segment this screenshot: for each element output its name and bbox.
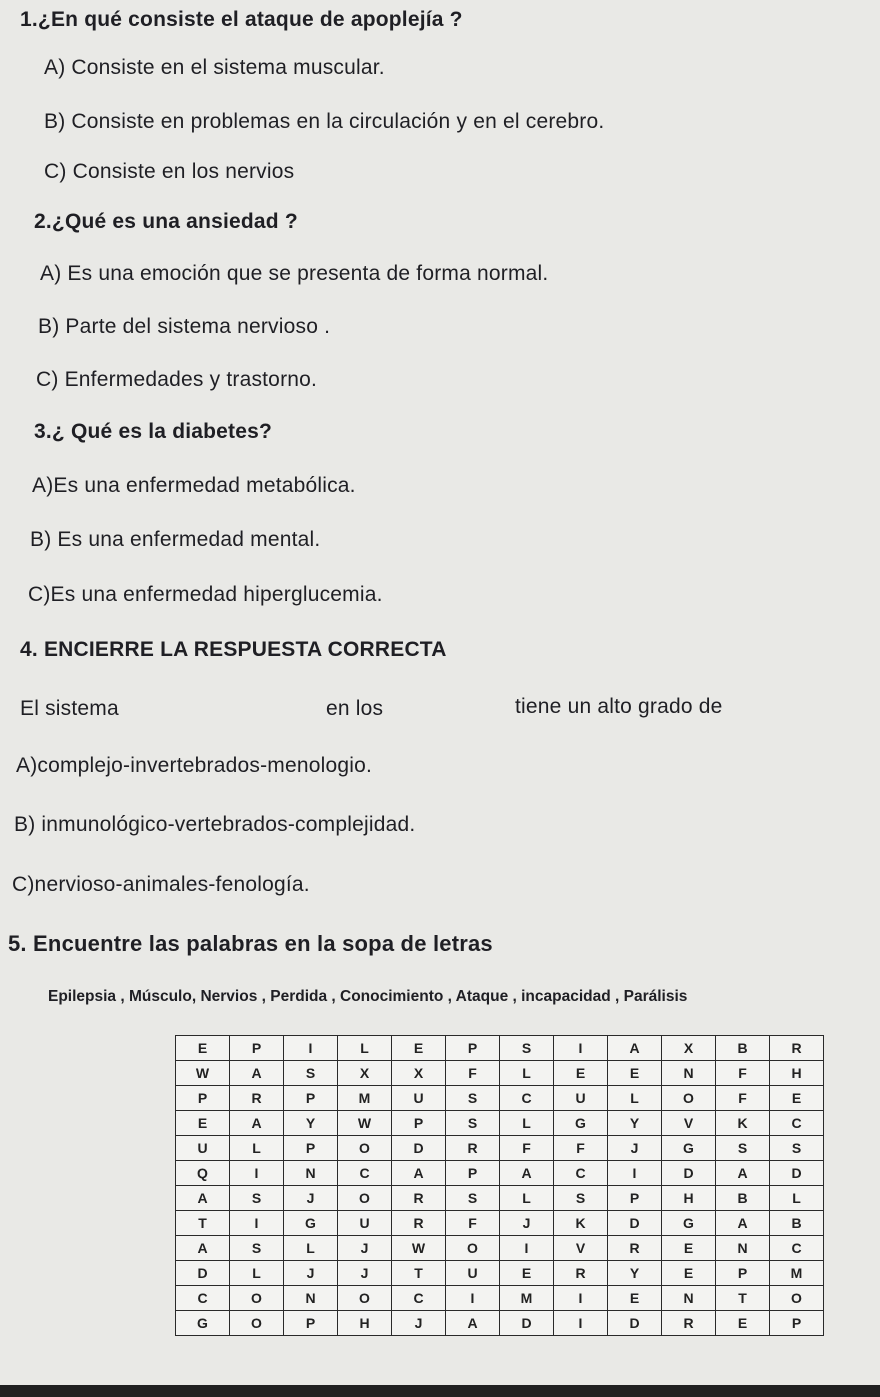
grid-cell[interactable]: F	[716, 1061, 770, 1086]
grid-cell[interactable]: T	[176, 1211, 230, 1236]
grid-cell[interactable]: J	[338, 1236, 392, 1261]
grid-cell[interactable]: A	[230, 1061, 284, 1086]
grid-cell[interactable]: I	[230, 1211, 284, 1236]
grid-cell[interactable]: X	[662, 1036, 716, 1061]
grid-cell[interactable]: J	[392, 1311, 446, 1336]
grid-cell[interactable]: P	[446, 1161, 500, 1186]
question-4-blank-part-2: en los	[326, 697, 384, 720]
grid-cell[interactable]: L	[338, 1036, 392, 1061]
question-4-option-a: A)complejo-invertebrados-menologio.	[16, 754, 373, 777]
grid-cell[interactable]: X	[338, 1061, 392, 1086]
grid-cell[interactable]: C	[392, 1286, 446, 1311]
grid-cell[interactable]: G	[554, 1111, 608, 1136]
grid-cell[interactable]: G	[662, 1211, 716, 1236]
grid-cell[interactable]: X	[392, 1061, 446, 1086]
grid-cell[interactable]: J	[500, 1211, 554, 1236]
grid-cell[interactable]: U	[392, 1086, 446, 1111]
grid-cell[interactable]: G	[662, 1136, 716, 1161]
grid-cell[interactable]: P	[770, 1311, 824, 1336]
grid-cell[interactable]: U	[176, 1136, 230, 1161]
grid-cell[interactable]: E	[500, 1261, 554, 1286]
grid-cell[interactable]: K	[716, 1111, 770, 1136]
grid-cell[interactable]: D	[176, 1261, 230, 1286]
grid-cell[interactable]: Y	[608, 1261, 662, 1286]
grid-cell[interactable]: L	[230, 1261, 284, 1286]
grid-cell[interactable]: E	[770, 1086, 824, 1111]
grid-cell[interactable]: U	[554, 1086, 608, 1111]
grid-cell[interactable]: F	[500, 1136, 554, 1161]
grid-cell[interactable]: B	[716, 1186, 770, 1211]
grid-row	[176, 1236, 824, 1261]
grid-cell[interactable]: S	[446, 1186, 500, 1211]
grid-row	[176, 1311, 824, 1336]
grid-cell[interactable]: B	[770, 1211, 824, 1236]
grid-cell[interactable]: L	[770, 1186, 824, 1211]
grid-row	[176, 1111, 824, 1136]
grid-cell[interactable]: J	[338, 1261, 392, 1286]
grid-cell[interactable]: L	[500, 1061, 554, 1086]
question-1-title: 1.¿En qué consiste el ataque de apoplejía ?	[20, 8, 463, 31]
grid-cell[interactable]: R	[392, 1186, 446, 1211]
bottom-edge	[0, 1385, 880, 1397]
grid-row	[176, 1211, 824, 1236]
grid-cell[interactable]: E	[608, 1286, 662, 1311]
question-4-option-c: C)nervioso-animales-fenología.	[12, 873, 310, 896]
grid-cell[interactable]: R	[446, 1136, 500, 1161]
grid-cell[interactable]: R	[770, 1036, 824, 1061]
question-2-option-c: C) Enfermedades y trastorno.	[36, 368, 318, 391]
grid-cell[interactable]: A	[716, 1211, 770, 1236]
grid-cell[interactable]: M	[338, 1086, 392, 1111]
grid-cell[interactable]: I	[500, 1236, 554, 1261]
grid-cell[interactable]: C	[770, 1236, 824, 1261]
grid-cell[interactable]: F	[554, 1136, 608, 1161]
question-4-blank-part-1: El sistema	[20, 697, 119, 720]
grid-cell[interactable]: E	[176, 1111, 230, 1136]
grid-cell[interactable]: C	[554, 1161, 608, 1186]
grid-cell[interactable]: P	[176, 1086, 230, 1111]
grid-cell[interactable]: F	[446, 1061, 500, 1086]
grid-cell[interactable]: A	[716, 1161, 770, 1186]
grid-cell[interactable]: L	[500, 1111, 554, 1136]
grid-cell[interactable]: A	[608, 1036, 662, 1061]
grid-cell[interactable]: O	[338, 1186, 392, 1211]
grid-cell[interactable]: S	[446, 1086, 500, 1111]
grid-cell[interactable]: P	[284, 1311, 338, 1336]
grid-row	[176, 1186, 824, 1211]
grid-row	[176, 1036, 824, 1061]
grid-cell[interactable]: C	[500, 1086, 554, 1111]
word-list: Epilepsia , Músculo, Nervios , Perdida , Conocimiento , Ataque , incapacidad , Parálisis	[48, 988, 688, 1005]
grid-cell[interactable]: N	[284, 1161, 338, 1186]
grid-cell[interactable]: I	[554, 1036, 608, 1061]
grid-row	[176, 1261, 824, 1286]
grid-cell[interactable]: E	[176, 1036, 230, 1061]
question-3-option-a: A)Es una enfermedad metabólica.	[32, 474, 356, 497]
grid-cell[interactable]: N	[284, 1286, 338, 1311]
grid-cell[interactable]: E	[554, 1061, 608, 1086]
grid-cell[interactable]: I	[284, 1036, 338, 1061]
grid-cell[interactable]: S	[446, 1111, 500, 1136]
grid-cell[interactable]: P	[716, 1261, 770, 1286]
grid-cell[interactable]: O	[446, 1236, 500, 1261]
grid-cell[interactable]: U	[338, 1211, 392, 1236]
grid-cell[interactable]: I	[446, 1286, 500, 1311]
question-1-option-c: C) Consiste en los nervios	[44, 160, 295, 183]
question-1-option-a: A) Consiste en el sistema muscular.	[44, 56, 385, 79]
grid-cell[interactable]: R	[392, 1211, 446, 1236]
grid-cell[interactable]: C	[770, 1111, 824, 1136]
grid-cell[interactable]: E	[392, 1036, 446, 1061]
grid-cell[interactable]: I	[554, 1286, 608, 1311]
grid-cell[interactable]: S	[770, 1136, 824, 1161]
grid-cell[interactable]: E	[662, 1261, 716, 1286]
grid-cell[interactable]: S	[554, 1186, 608, 1211]
grid-cell[interactable]: W	[392, 1236, 446, 1261]
grid-cell[interactable]: H	[662, 1186, 716, 1211]
grid-cell[interactable]: J	[608, 1136, 662, 1161]
grid-cell[interactable]: A	[176, 1186, 230, 1211]
grid-cell[interactable]: R	[554, 1261, 608, 1286]
question-1-option-b: B) Consiste en problemas en la circulación y en el cerebro.	[44, 110, 605, 133]
grid-cell[interactable]: M	[500, 1286, 554, 1311]
grid-cell[interactable]: P	[284, 1136, 338, 1161]
grid-cell[interactable]: A	[176, 1236, 230, 1261]
grid-cell[interactable]: O	[662, 1086, 716, 1111]
grid-cell[interactable]: H	[770, 1061, 824, 1086]
grid-cell[interactable]: U	[446, 1261, 500, 1286]
grid-cell[interactable]: P	[608, 1186, 662, 1211]
grid-cell[interactable]: N	[662, 1286, 716, 1311]
grid-cell[interactable]: C	[338, 1161, 392, 1186]
question-3-option-b: B) Es una enfermedad mental.	[30, 528, 321, 551]
question-2-option-a: A) Es una emoción que se presenta de forma normal.	[40, 262, 549, 285]
grid-cell[interactable]: O	[230, 1286, 284, 1311]
grid-cell[interactable]: O	[338, 1286, 392, 1311]
grid-cell[interactable]: O	[230, 1311, 284, 1336]
grid-cell[interactable]: T	[716, 1286, 770, 1311]
grid-cell[interactable]: H	[338, 1311, 392, 1336]
question-4-blank-part-3: tiene un alto grado de	[515, 695, 723, 718]
grid-cell[interactable]: R	[230, 1086, 284, 1111]
grid-cell[interactable]: O	[770, 1286, 824, 1311]
grid-cell[interactable]: F	[716, 1086, 770, 1111]
question-4-title: 4. ENCIERRE LA RESPUESTA CORRECTA	[20, 638, 447, 661]
grid-cell[interactable]: M	[770, 1261, 824, 1286]
grid-cell[interactable]: S	[230, 1186, 284, 1211]
grid-row	[176, 1286, 824, 1311]
grid-cell[interactable]: S	[284, 1061, 338, 1086]
grid-row	[176, 1061, 824, 1086]
grid-cell[interactable]: B	[716, 1036, 770, 1061]
grid-cell[interactable]: D	[500, 1311, 554, 1336]
grid-cell[interactable]: Y	[608, 1111, 662, 1136]
grid-cell[interactable]: L	[230, 1136, 284, 1161]
grid-cell[interactable]: D	[770, 1161, 824, 1186]
grid-cell[interactable]: I	[554, 1311, 608, 1336]
grid-cell[interactable]: R	[662, 1311, 716, 1336]
grid-cell[interactable]: I	[608, 1161, 662, 1186]
grid-cell[interactable]: S	[500, 1036, 554, 1061]
grid-cell[interactable]: T	[392, 1261, 446, 1286]
question-3-option-c: C)Es una enfermedad hiperglucemia.	[28, 583, 383, 606]
grid-cell[interactable]: E	[716, 1311, 770, 1336]
grid-cell[interactable]: L	[500, 1186, 554, 1211]
grid-cell[interactable]: I	[230, 1161, 284, 1186]
grid-row	[176, 1136, 824, 1161]
grid-cell[interactable]: A	[500, 1161, 554, 1186]
grid-cell[interactable]: A	[446, 1311, 500, 1336]
grid-cell[interactable]: D	[662, 1161, 716, 1186]
grid-cell[interactable]: J	[284, 1186, 338, 1211]
question-5-title: 5. Encuentre las palabras en la sopa de letras	[8, 931, 493, 956]
grid-cell[interactable]: P	[446, 1036, 500, 1061]
grid-cell[interactable]: L	[608, 1086, 662, 1111]
grid-cell[interactable]: P	[392, 1111, 446, 1136]
grid-cell[interactable]: W	[176, 1061, 230, 1086]
question-3-title: 3.¿ Qué es la diabetes?	[34, 420, 273, 443]
grid-cell[interactable]: S	[716, 1136, 770, 1161]
grid-cell[interactable]: V	[554, 1236, 608, 1261]
grid-cell[interactable]: W	[338, 1111, 392, 1136]
grid-cell[interactable]: V	[662, 1111, 716, 1136]
grid-cell[interactable]: E	[662, 1236, 716, 1261]
grid-cell[interactable]: D	[392, 1136, 446, 1161]
grid-cell[interactable]: D	[608, 1211, 662, 1236]
grid-cell[interactable]: Q	[176, 1161, 230, 1186]
question-2-option-b: B) Parte del sistema nervioso .	[38, 315, 331, 338]
grid-cell[interactable]: N	[716, 1236, 770, 1261]
question-4-option-b: B) inmunológico-vertebrados-complejidad.	[14, 813, 416, 836]
grid-cell[interactable]: D	[608, 1311, 662, 1336]
grid-row	[176, 1161, 824, 1186]
grid-cell[interactable]: Y	[284, 1111, 338, 1136]
grid-cell[interactable]: A	[392, 1161, 446, 1186]
grid-cell[interactable]: G	[176, 1311, 230, 1336]
grid-cell[interactable]: N	[662, 1061, 716, 1086]
word-search-grid	[175, 1035, 824, 1336]
grid-cell[interactable]: P	[284, 1086, 338, 1111]
grid-cell[interactable]: F	[446, 1211, 500, 1236]
grid-cell[interactable]: K	[554, 1211, 608, 1236]
grid-cell[interactable]: C	[176, 1286, 230, 1311]
grid-cell[interactable]: A	[230, 1111, 284, 1136]
grid-cell[interactable]: S	[230, 1236, 284, 1261]
grid-row	[176, 1086, 824, 1111]
question-2-title: 2.¿Qué es una ansiedad ?	[34, 210, 298, 233]
grid-cell[interactable]: E	[608, 1061, 662, 1086]
grid-cell[interactable]: P	[230, 1036, 284, 1061]
grid-cell[interactable]: G	[284, 1211, 338, 1236]
grid-cell[interactable]: O	[338, 1136, 392, 1161]
grid-cell[interactable]: R	[608, 1236, 662, 1261]
grid-cell[interactable]: L	[284, 1236, 338, 1261]
grid-cell[interactable]: J	[284, 1261, 338, 1286]
